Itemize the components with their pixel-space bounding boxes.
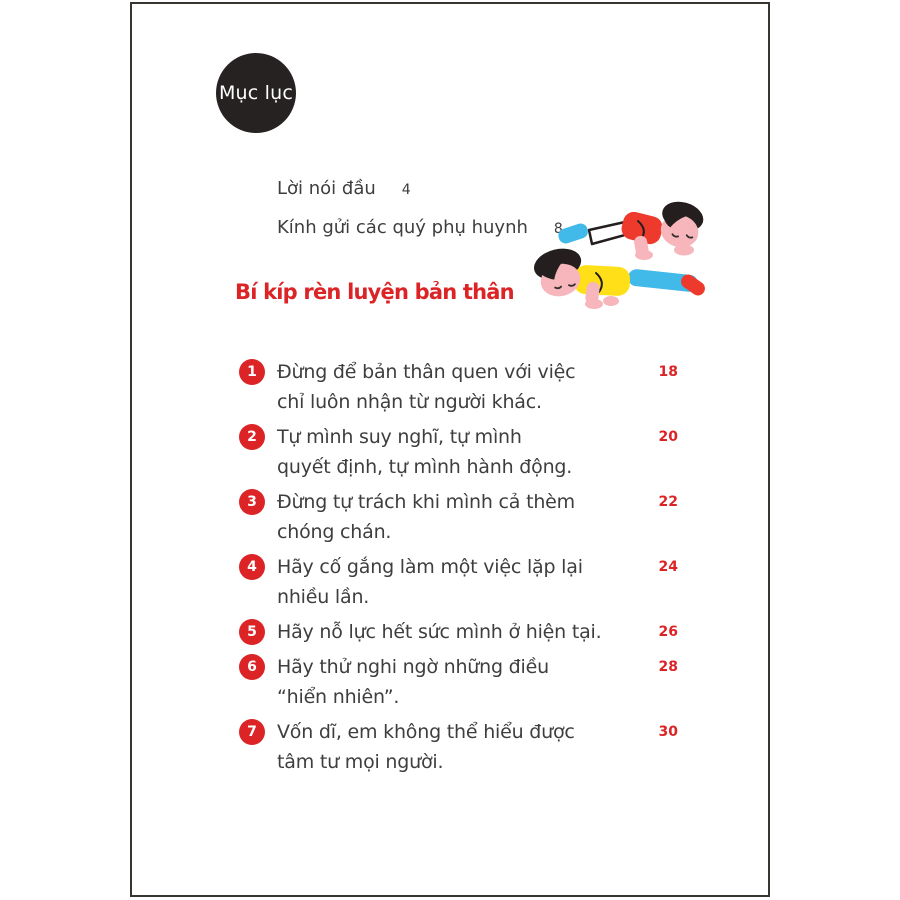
toc-item-2 [239, 422, 678, 482]
toc-item-7 [239, 717, 678, 777]
intro-entry-preface [277, 176, 563, 203]
toc-item-text [277, 617, 642, 647]
section-title: Bí kíp rèn luyện bản thân [235, 280, 514, 304]
toc-title-circle [216, 53, 296, 133]
toc-list [239, 357, 678, 777]
toc-item-number-badge: 4 [239, 554, 265, 580]
toc-item-5 [239, 617, 678, 647]
toc-item-line: Hãy thử nghi ngờ những điều [277, 656, 549, 678]
toc-item-6 [239, 652, 678, 712]
toc-item-line: Hãy nỗ lực hết sức mình ở hiện tại. [277, 621, 602, 643]
toc-item-page-number: 28 [658, 659, 678, 675]
toc-item-line: Đừng tự trách khi mình cả thèm [277, 491, 575, 513]
book-page [130, 2, 770, 897]
toc-item-number-badge: 2 [239, 424, 265, 450]
toc-item-line: tâm tư mọi người. [277, 751, 444, 773]
toc-item-page-number: 22 [658, 494, 678, 510]
toc-title-label: Mục lục [218, 82, 294, 104]
toc-item-number-badge: 7 [239, 719, 265, 745]
toc-item-page-number: 18 [658, 364, 678, 380]
toc-item-text [277, 652, 642, 712]
intro-entry-page-number: 4 [401, 182, 411, 198]
toc-item-number-badge: 1 [239, 359, 265, 385]
intro-entry-label: Lời nói đầu [277, 178, 376, 199]
toc-item-page-number: 24 [658, 559, 678, 575]
toc-item-1 [239, 357, 678, 417]
toc-item-line: nhiều lần. [277, 586, 370, 608]
toc-item-line: Tự mình suy nghĩ, tự mình [277, 426, 522, 448]
kids-pushup-illustration [532, 190, 717, 310]
toc-item-text [277, 552, 642, 612]
toc-item-page-number: 20 [658, 429, 678, 445]
intro-entry-label: Kính gửi các quý phụ huynh [277, 217, 528, 238]
toc-item-line: chóng chán. [277, 521, 392, 543]
toc-item-3 [239, 487, 678, 547]
toc-item-number-badge: 3 [239, 489, 265, 515]
toc-item-text [277, 717, 642, 777]
toc-item-line: Hãy cố gắng làm một việc lặp lại [277, 556, 583, 578]
toc-item-text [277, 422, 642, 482]
intro-entry-page-number: 8 [553, 221, 563, 237]
pushup-kid-red [557, 197, 707, 260]
toc-item-text [277, 357, 642, 417]
toc-item-number-badge: 6 [239, 654, 265, 680]
toc-item-page-number: 26 [658, 624, 678, 640]
toc-item-number-badge: 5 [239, 619, 265, 645]
toc-item-4 [239, 552, 678, 612]
toc-item-line: Đừng để bản thân quen với việc [277, 361, 576, 383]
toc-item-text [277, 487, 642, 547]
toc-item-line: Vốn dĩ, em không thể hiểu được [277, 721, 575, 743]
toc-item-line: quyết định, tự mình hành động. [277, 456, 573, 478]
toc-item-page-number: 30 [658, 724, 678, 740]
toc-item-line: chỉ luôn nhận từ người khác. [277, 391, 542, 413]
intro-entry-parents-letter [277, 215, 563, 242]
intro-entries [277, 176, 563, 254]
toc-item-line: “hiển nhiên”. [277, 686, 400, 708]
